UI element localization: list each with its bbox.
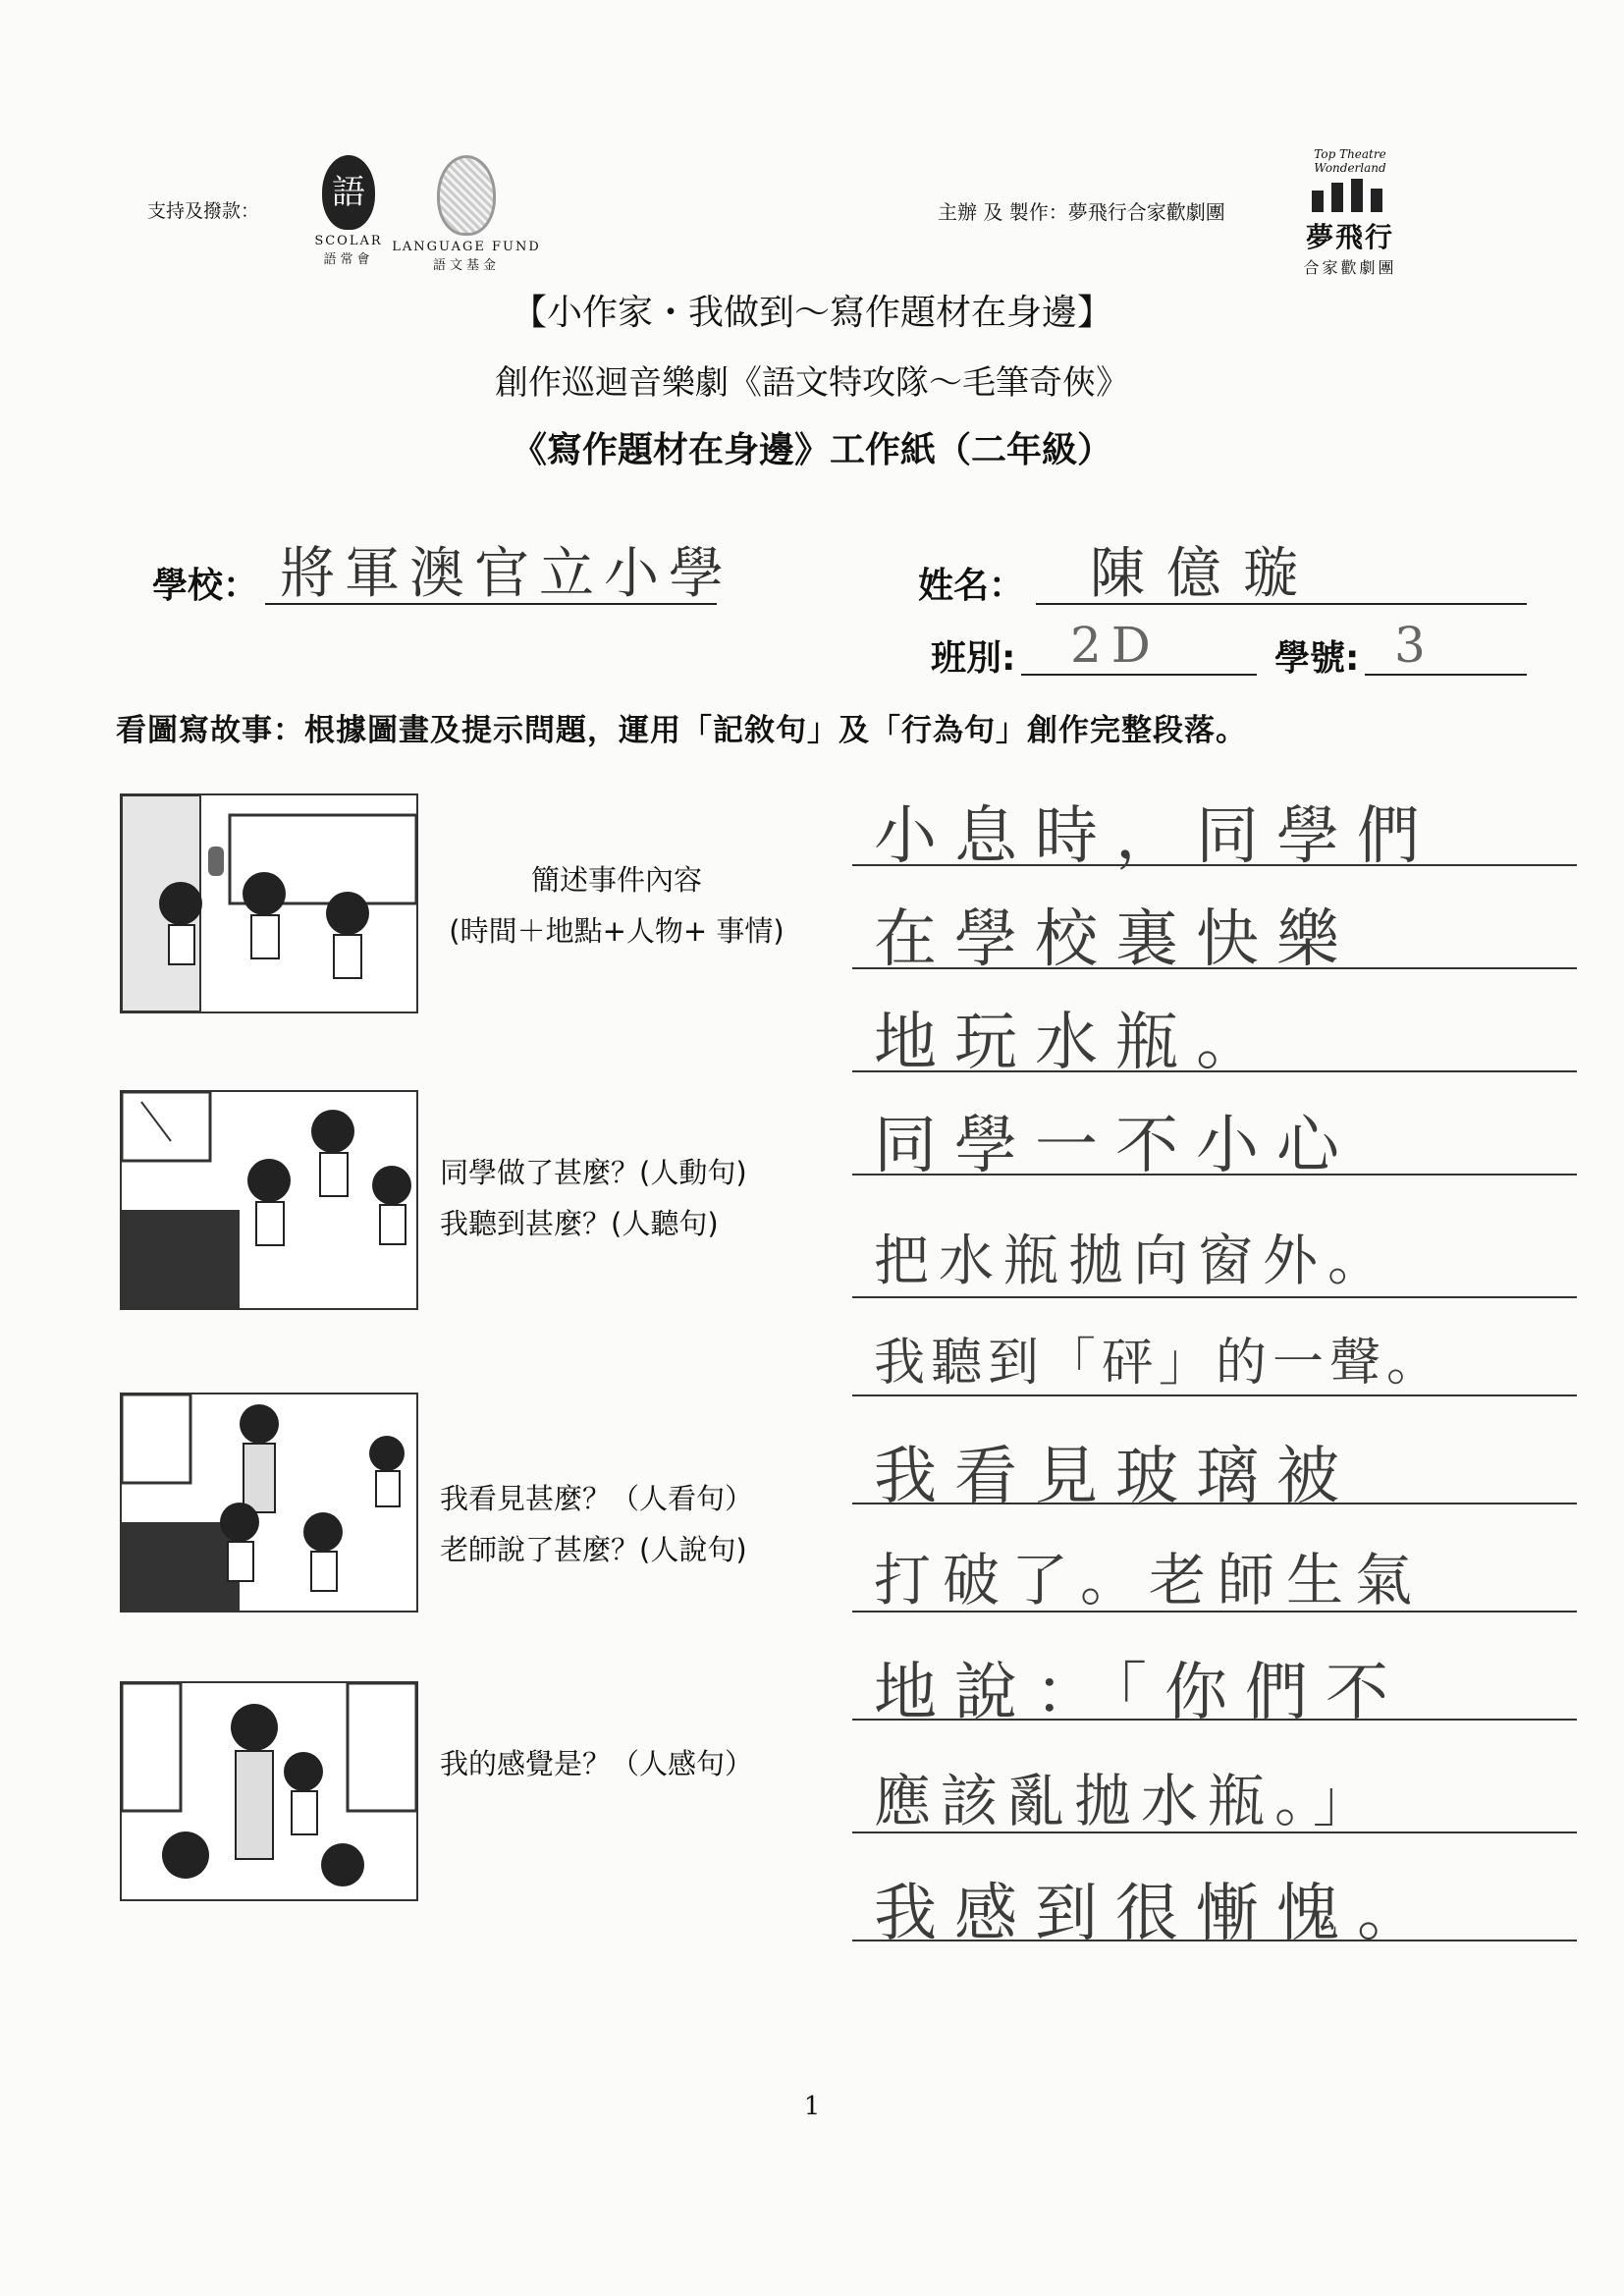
language-fund-logo-mark (437, 155, 496, 236)
answer-text-5: 把水瓶拋向窗外。 (874, 1230, 1392, 1293)
illustration-playing-with-bottle (120, 793, 418, 1013)
worksheet-title-line-2: 創作巡迴音樂劇《語文特攻隊～毛筆奇俠》 (495, 363, 1129, 403)
school-label: 學校： (152, 566, 259, 606)
school-underline (265, 601, 717, 605)
language-fund-logo (353, 155, 579, 273)
page-number: 1 (803, 2092, 821, 2121)
answer-text-8: 打破了。老師生氣 (874, 1547, 1425, 1613)
theatre-logo-sub: 合家歡劇團 (1303, 258, 1397, 277)
name-value: 陳億璇 (1090, 542, 1320, 606)
prompt-1 (440, 854, 793, 957)
worksheet-title-line-3: 《寫作題材在身邊》工作紙（二年級） (511, 430, 1112, 470)
scolar-logo-name-zh: 語常會 (323, 252, 374, 267)
scolar-logo-name: SCOLAR (314, 234, 383, 248)
number-underline (1365, 672, 1527, 676)
sponsor-label: 支持及撥款： (147, 200, 260, 222)
worksheet-title-line-1: 【小作家・我做到～寫作題材在身邊】 (511, 293, 1112, 333)
scolar-logo-mark: 語 (322, 155, 375, 230)
illustration-window-breaking (120, 1090, 418, 1310)
answer-line-5 (852, 1296, 1577, 1298)
answer-text-3: 地玩水瓶。 (874, 1007, 1276, 1079)
prompt-1-line-1: 簡述事件內容 (530, 863, 702, 897)
answer-line-6 (852, 1394, 1577, 1396)
school-value: 將軍澳官立小學 (280, 542, 733, 606)
prompt-2 (440, 1147, 747, 1249)
answer-text-1: 小息時，同學們 (874, 800, 1437, 873)
answer-text-2: 在學校裏快樂 (874, 903, 1357, 976)
language-fund-logo-name-zh: 語文基金 (432, 258, 500, 273)
answer-text-4: 同學一不小心 (874, 1110, 1357, 1182)
answer-text-6: 我聽到「砰」的一聲。 (874, 1334, 1444, 1393)
prompt-2-line-1: 同學做了甚麼？(人動句) (440, 1156, 747, 1189)
illustration-teacher-arrives (120, 1393, 418, 1613)
prompt-4-line-1: 我的感覺是？（人感句） (440, 1747, 754, 1780)
prompt-4 (440, 1738, 753, 1789)
theatre-logo-name: 夢飛行 (1305, 221, 1394, 253)
theatre-logo (1276, 147, 1424, 277)
prompt-3-line-1: 我看見甚麼？（人看句） (440, 1482, 754, 1515)
answer-text-7: 我看見玻璃被 (874, 1441, 1357, 1513)
class-label: 班別: (931, 638, 1016, 679)
theatre-logo-arc-text: Top Theatre Wonderland (1314, 147, 1386, 175)
number-label: 學號: (1274, 638, 1360, 679)
prompt-1-line-2: (時間＋地點+人物+ 事情) (449, 914, 785, 948)
class-value: 2D (1070, 617, 1161, 674)
castle-icon (1306, 179, 1394, 212)
answer-text-9: 地說：「你們不 (874, 1657, 1406, 1729)
name-underline (1036, 601, 1527, 605)
answer-text-11: 我感到很慚愧。 (874, 1878, 1437, 1950)
prompt-3 (440, 1473, 753, 1575)
prompt-3-line-2: 老師說了甚麼？(人說句) (440, 1533, 747, 1566)
class-underline (1021, 672, 1257, 676)
organizer-text: 主辦 及 製作：夢飛行合家歡劇團 (938, 200, 1225, 224)
prompt-2-line-2: 我聽到甚麼？(人聽句) (440, 1207, 719, 1240)
answer-text-10: 應該亂拋水瓶。」 (874, 1768, 1380, 1834)
language-fund-logo-name: LANGUAGE FUND (392, 240, 541, 254)
illustration-teacher-scolding (120, 1681, 418, 1901)
instruction-text: 看圖寫故事：根據圖畫及提示問題，運用「記敘句」及「行為句」創作完整段落。 (116, 713, 1247, 748)
name-label: 姓名： (918, 566, 1025, 606)
number-value: 3 (1394, 617, 1435, 674)
